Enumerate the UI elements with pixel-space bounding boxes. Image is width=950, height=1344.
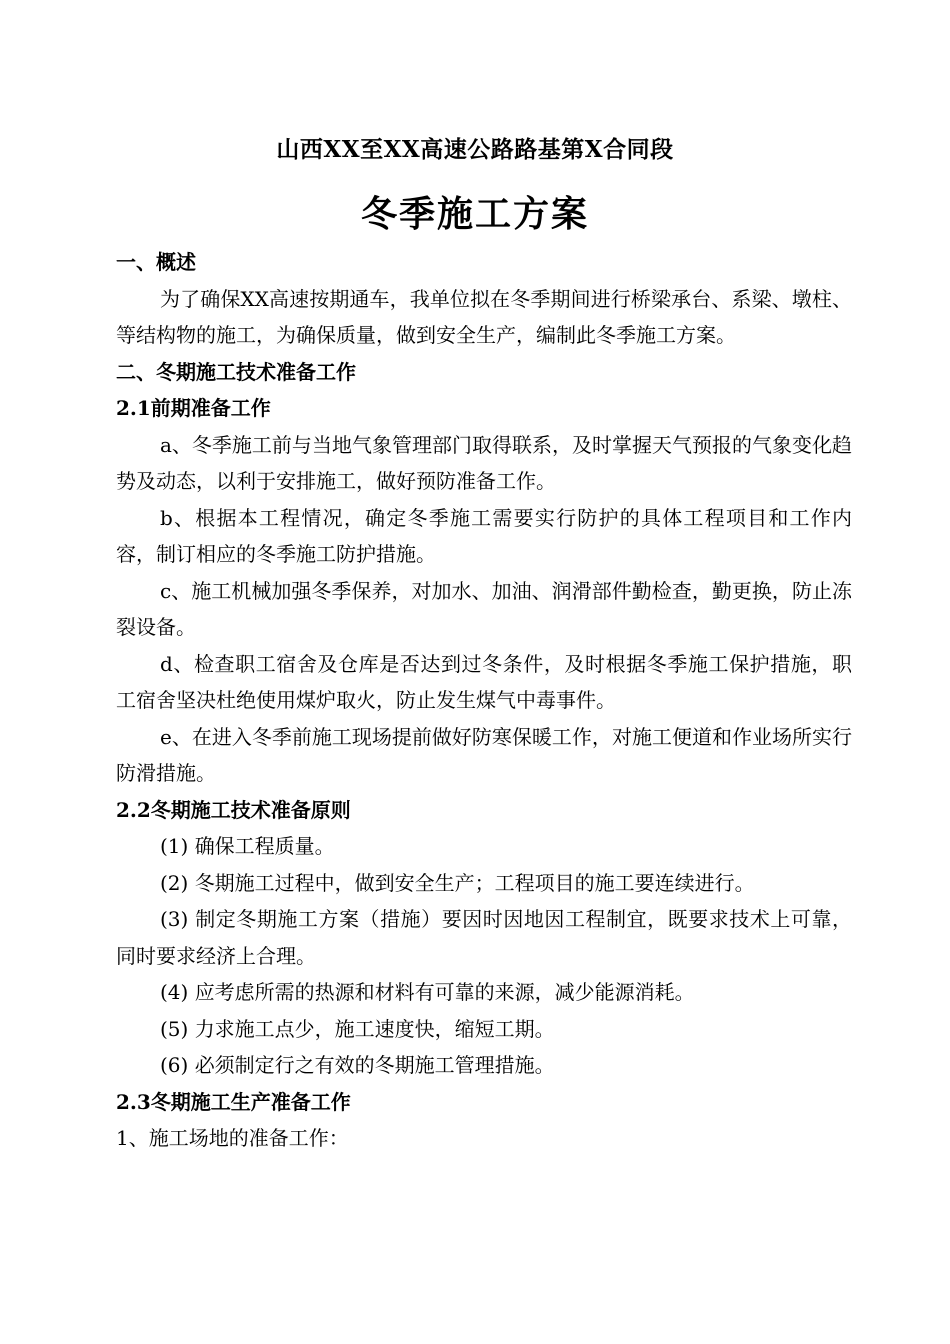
document-body	[116, 244, 852, 1157]
overview-paragraph: 为了确保XX高速按期通车，我单位拟在冬季期间进行桥梁承台、系梁、墩柱、等结构物的施工，为确保质量，做到安全生产，编制此冬季施工方案。	[116, 286, 852, 347]
principle-item-6: (6) 必须制定行之有效的冬期施工管理措施。	[160, 1053, 555, 1077]
paragraph-2-1-e: e、在进入冬季前施工现场提前做好防寒保暖工作，对施工便道和作业场所实行防滑措施。	[116, 724, 852, 785]
subsection-heading-2-2: 2.2冬期施工技术准备原则	[116, 797, 351, 822]
paragraph-2-1-c: c、施工机械加强冬季保养，对加水、加油、润滑部件勤检查，勤更换，防止冻裂设备。	[116, 578, 852, 639]
principle-item-4: (4) 应考虑所需的热源和材料有可靠的来源，减少能源消耗。	[160, 980, 695, 1004]
document-title: 山西XX至XX高速公路路基第X合同段	[276, 136, 674, 163]
paragraph-2-1-d: d、检查职工宿舍及仓库是否达到过冬条件，及时根据冬季施工保护措施，职工宿舍坚决杜绝使用煤炉取火，防止发生煤气中毒事件。	[116, 651, 852, 712]
paragraph-2-3-1: 1、施工场地的准备工作：	[116, 1126, 349, 1150]
principle-item-1: (1) 确保工程质量。	[160, 834, 335, 858]
principle-item-5: (5) 力求施工点少，施工速度快，缩短工期。	[160, 1016, 555, 1041]
subsection-heading-2-3: 2.3冬期施工生产准备工作	[116, 1089, 351, 1114]
section-heading-overview: 一、概述	[116, 250, 196, 274]
paragraph-2-1-b: b、根据本工程情况，确定冬季施工需要实行防护的具体工程项目和工作内容，制订相应的冬季施工防护措施。	[116, 505, 852, 566]
paragraph-2-1-a: a、冬季施工前与当地气象管理部门取得联系，及时掌握天气预报的气象变化趋势及动态，以利于安排施工，做好预防准备工作。	[116, 432, 852, 493]
principle-item-3: (3) 制定冬期施工方案（措施）要因时因地因工程制宜，既要求技术上可靠，同时要求经济上合理。	[116, 907, 852, 968]
subsection-heading-2-1: 2.1前期准备工作	[116, 396, 271, 420]
principle-item-2: (2) 冬期施工过程中，做到安全生产；工程项目的施工要连续进行。	[160, 870, 755, 895]
section-heading-tech-prep: 二、冬期施工技术准备工作	[116, 359, 356, 384]
document-subtitle: 冬季施工方案	[360, 193, 589, 235]
